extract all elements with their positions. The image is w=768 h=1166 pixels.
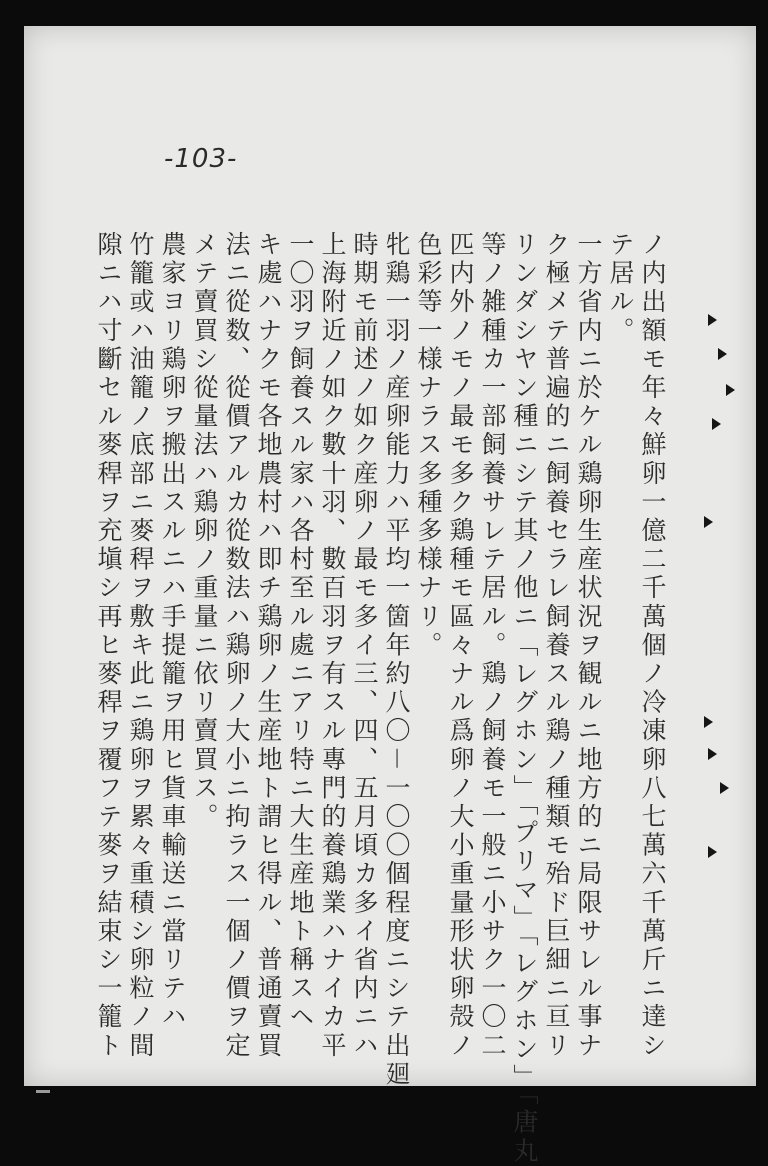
binding-mark-icon [704,716,713,728]
text-column: テ居ル。 [606,231,635,346]
binding-mark-icon [708,846,717,858]
text-column: 竹籠或ハ油籠ノ底部ニ麥稈ヲ敷キ此ニ鶏卵ヲ累々重積シ卵粒ノ間 [126,231,155,1061]
text-column: 農家ヨリ鶏卵ヲ搬出スルニハ手提籠ヲ用ヒ貨車輸送ニ當リテハ [158,231,187,1032]
binding-mark-icon [712,418,721,430]
page-number: -103- [164,144,238,174]
text-column: 法ニ從数、從價アルカ從数法ハ鶏卵ノ大小ニ拘ラス一個ノ價ヲ定 [222,231,251,1061]
text-column: ノ内出額モ年々鮮卵一億二千萬個ノ冷凍卵八七萬六千萬斤ニ達シ [638,231,667,1061]
text-column: 色彩等一様ナラス多種多様ナリ。 [414,231,443,660]
vertical-text-block [94,231,668,1166]
scan-artifact [36,1090,50,1093]
text-column: リンダシヤン種ニシテ其ノ他ニ「レグホン」「プリマ」「レグホン」「唐丸 [510,231,539,1166]
binding-mark-icon [704,516,713,528]
text-column: 牝鶏一羽ノ産卵能力ハ平均一箇年約八〇－一〇〇個程度ニシテ出廻 [382,231,411,1089]
binding-mark-icon [720,782,729,794]
text-column: 時期モ前述ノ如ク産卵ノ最モ多イ三、四、五月頃カ多イ省内ニハ [350,231,379,1061]
binding-mark-icon [726,384,735,396]
text-column: 匹内外ノモノ最モ多ク鶏種モ區々ナル爲卵ノ大小重量形状卵殻ノ [446,231,475,1061]
text-column: 一〇羽ヲ飼養スル家ハ各村至ル處ニアリ特ニ大生産地ト稱スヘ [286,231,315,1032]
text-column: キ處ハナクモ各地農村ハ即チ鶏卵ノ生産地ト謂ヒ得ル、普通賣買 [254,231,283,1061]
text-column: 等ノ雑種カ一部飼養サレテ居ル。鶏ノ飼養モ一般ニ小サク一〇二 [478,231,507,1061]
text-column: メテ賣買シ從量法ハ鶏卵ノ重量ニ依リ賣買ス。 [190,231,219,832]
text-column: 上海附近ノ如ク數十羽、數百羽ヲ有スル專門的養鶏業ハナイカ平 [318,231,347,1061]
binding-mark-icon [708,314,717,326]
binding-mark-icon [718,348,727,360]
text-column: 一方省内ニ於ケル鶏卵生産状況ヲ観ルニ地方的ニ局限サレル事ナ [574,231,603,1061]
scanned-page [24,26,756,1166]
binding-mark-icon [708,748,717,760]
text-column: ク極メテ普遍的ニ飼養セラレ飼養スル鶏ノ種類モ殆ド巨細ニ亘リ [542,231,571,1061]
text-column: 隙ニハ寸斷セル麥稈ヲ充塡シ再ヒ麥稈ヲ覆フテ麥ヲ結束シ一籠ト [94,231,123,1061]
